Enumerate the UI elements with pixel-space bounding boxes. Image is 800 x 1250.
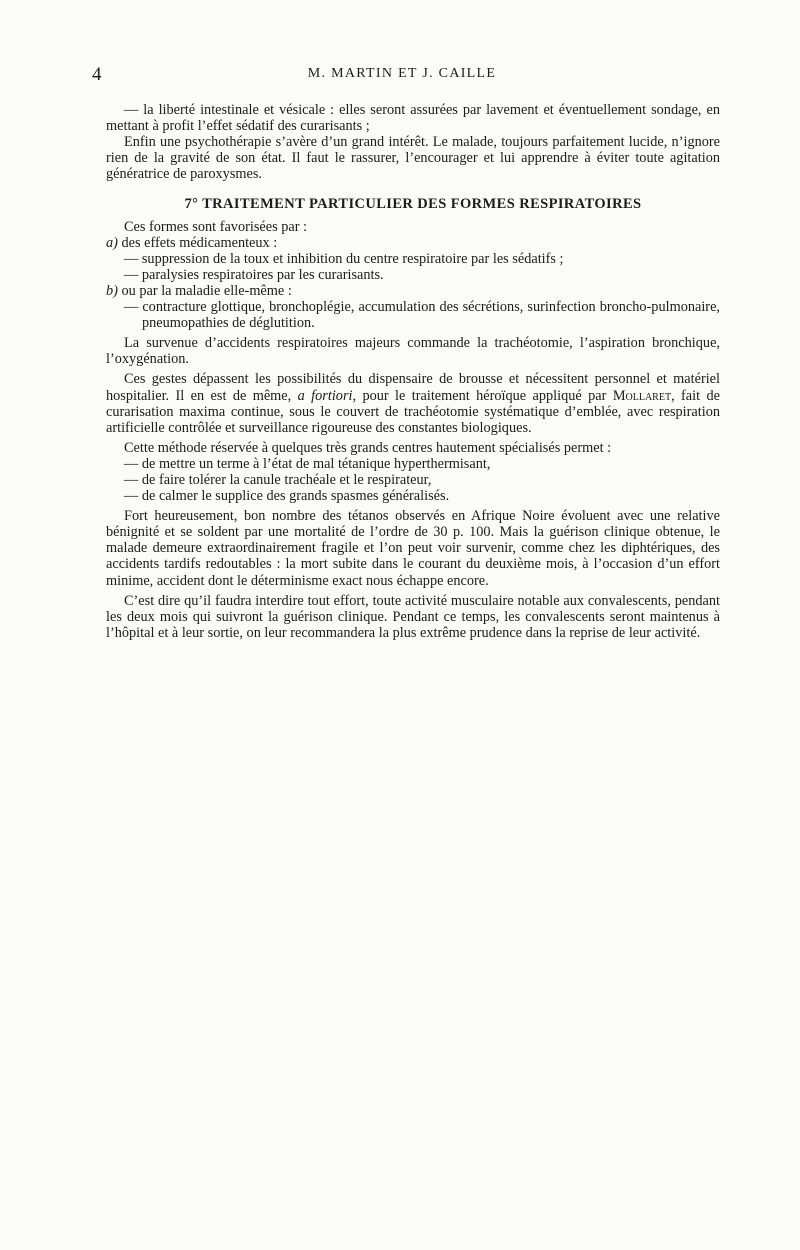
paragraph-method: Cette méthode réservée à quelques très grands centres hautement spécialisés permet :	[124, 439, 612, 456]
sublist-item-a2: — paralysies respiratoires par les curarisants.	[124, 266, 384, 283]
list-label-a: a)	[106, 234, 118, 251]
list-text-a: des effets médicamenteux :	[121, 234, 278, 251]
list-item-b	[106, 283, 720, 299]
method-item-1: — de mettre un terme à l’état de mal tétanique hyperthermisant,	[124, 455, 491, 472]
paragraph-psychotherapy: Enfin une psychothérapie s’avère d’un grand intérêt. Le malade, toujours parfaitement lucide, n’ignore rien de la gravité de son état. Il faut le rassurer, l’encourager et lui apprendre à éviter toute agitation génératrice de paroxysmes.	[106, 134, 720, 183]
a-fortiori-text: a fortiori	[297, 387, 353, 404]
paragraph-hospital	[106, 371, 720, 435]
page-header	[92, 64, 712, 86]
author-mollaret: Mollaret	[612, 387, 672, 404]
paragraph-hospital-part-2: , pour le traitement héroïque appliqué par	[352, 387, 607, 404]
method-item-3: — de calmer le supplice des grands spasmes généralisés.	[124, 488, 450, 505]
method-item-2: — de faire tolérer la canule trachéale et le respirateur,	[124, 471, 432, 488]
section-heading: 7° TRAITEMENT PARTICULIER DES FORMES RESPIRATOIRES	[184, 196, 642, 213]
paragraph-convalescence: C’est dire qu’il faudra interdire tout effort, toute activité musculaire notable aux convalescents, pendant les deux mois qui suivront la guérison clinique. Pendant ce temps, les convalescents seront maintenus à l’hôpital et à leur sortie, on leur recommandera la plus extrême prudence dans la reprise de leur activité.	[106, 592, 720, 641]
list-text-b: ou par la maladie elle-même :	[121, 282, 292, 299]
list-label-b: b)	[106, 282, 118, 299]
sublist-item-a1: — suppression de la toux et inhibition du centre respiratoire par les sédatifs ;	[124, 250, 564, 267]
list-item-a	[106, 235, 720, 251]
paragraph-hospital-part-3: , fait de curarisation maxima continue, sous le couvert de trachéotomie systématique d’emblée, avec respiration artificielle contrôlée et surveillance rigoureuse des constantes biologiques.	[106, 387, 720, 436]
paragraph-bowel-bladder: — la liberté intestinale et vésicale : elles seront assurées par lavement et éventuellement sondage, en mettant à profit l’effet sédatif des curarisants ;	[106, 102, 720, 135]
page-number: 4	[92, 64, 102, 85]
paragraph-hospital-part-1: Ces gestes dépassent les possibilités du dispensaire de brousse et nécessitent personnel et matériel hospitalier. Il en est de même,	[106, 371, 720, 404]
paragraph-prognosis: Fort heureusement, bon nombre des tétanos observés en Afrique Noire évoluent avec une relative bénignité et se soldent par une mortalité de l’ordre de 30 p. 100. Mais la guérison clinique obtenue, le malade demeure extraordinairement fragile et l’on peut voir survenir, comme chez les diphtériques, des accidents tardifs redoutables : la mort subite dans le courant du deuxième mois, à l’occasion d’un effort minime, accident dont le déterminisme exact nous échappe encore.	[106, 508, 720, 589]
running-head: M. MARTIN ET J. CAILLE	[307, 66, 497, 81]
sublist-item-b1: — contracture glottique, bronchoplégie, accumulation des sécrétions, surinfection broncho-pulmonaire, pneumopathies de déglutition.	[124, 299, 720, 332]
paragraph-accidents: La survenue d’accidents respiratoires majeurs commande la trachéotomie, l’aspiration bronchique, l’oxygénation.	[106, 335, 720, 368]
body-text	[106, 102, 720, 641]
paragraph-intro: Ces formes sont favorisées par :	[124, 218, 308, 235]
